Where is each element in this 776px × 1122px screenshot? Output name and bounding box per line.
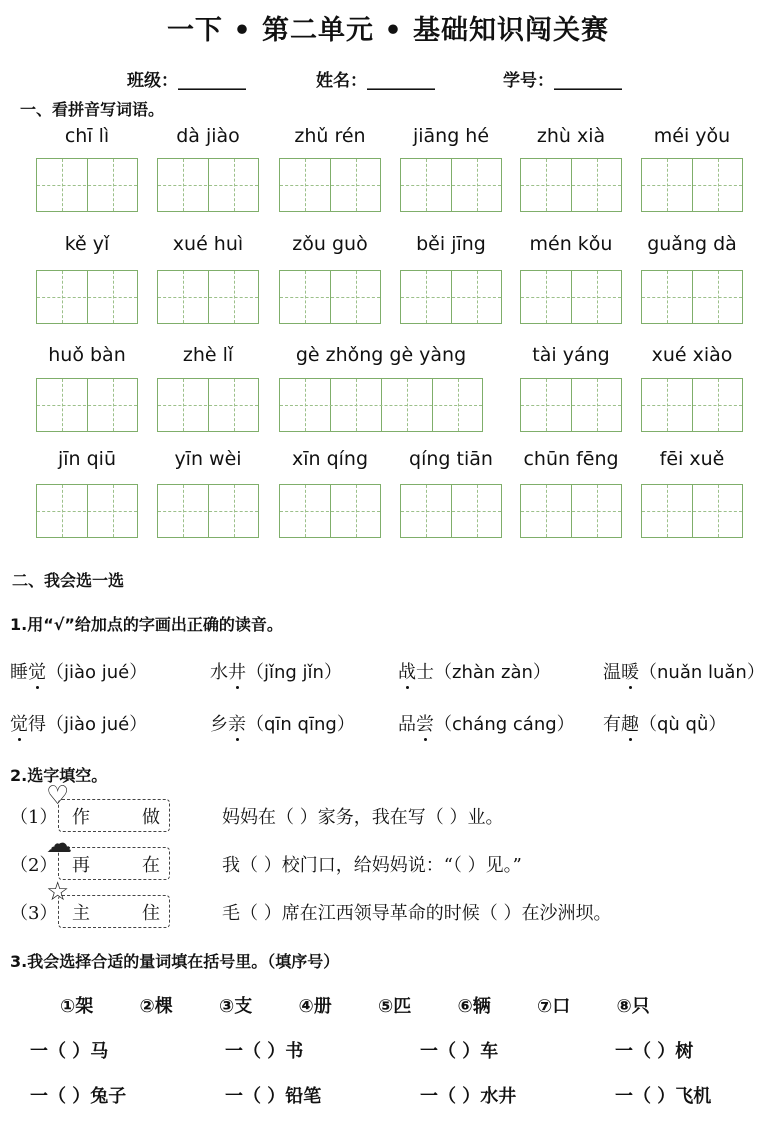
char-option: 再 xyxy=(72,855,90,876)
grid-line xyxy=(401,185,501,186)
section1-heading: 一、看拼音写词语。 xyxy=(20,100,165,119)
writing-box[interactable] xyxy=(157,158,259,212)
grid-line xyxy=(37,511,137,512)
grid-line xyxy=(521,405,621,406)
measure-word-option: ③支 xyxy=(219,996,253,1017)
grid-line xyxy=(37,297,137,298)
grid-line xyxy=(521,185,621,186)
char: 得 xyxy=(28,714,46,735)
char: 品 xyxy=(398,714,416,735)
pinyin-label: fēi xuě xyxy=(659,448,725,470)
writing-box[interactable] xyxy=(641,158,743,212)
char-option: 作 xyxy=(72,807,90,828)
grid-line xyxy=(280,185,380,186)
measure-word-blank[interactable]: 一（ ）书 xyxy=(225,1041,304,1062)
cloud-icon: ☁ xyxy=(46,829,72,859)
pronunciation-item xyxy=(210,658,342,684)
dotted-char: 暖 xyxy=(621,662,639,683)
measure-word-blank[interactable]: 一（ ）兔子 xyxy=(30,1086,127,1107)
char: 温 xyxy=(603,662,621,683)
grid-line xyxy=(158,405,258,406)
grid-line xyxy=(642,405,742,406)
writing-box[interactable] xyxy=(400,158,502,212)
pinyin-label: zhù xià xyxy=(536,125,606,147)
pronunciation-item xyxy=(603,710,726,736)
grid-line xyxy=(280,405,482,406)
writing-box[interactable] xyxy=(641,378,743,432)
char-option: 在 xyxy=(142,855,160,876)
writing-box[interactable] xyxy=(279,270,381,324)
char: 有 xyxy=(603,714,621,735)
pinyin-label: kě yǐ xyxy=(64,233,110,255)
measure-word-option: ⑤匹 xyxy=(378,996,412,1017)
writing-box[interactable] xyxy=(279,378,483,432)
pinyin-options[interactable]: （jǐng jǐn） xyxy=(246,662,342,683)
measure-word-blank[interactable]: 一（ ）铅笔 xyxy=(225,1086,322,1107)
writing-box[interactable] xyxy=(520,484,622,538)
pronunciation-item xyxy=(10,710,147,736)
item-number: （3） xyxy=(10,903,58,924)
char-option: 住 xyxy=(142,903,160,924)
grid-line xyxy=(158,511,258,512)
grid-line xyxy=(642,511,742,512)
pinyin-label: xué huì xyxy=(172,233,244,255)
pronunciation-item xyxy=(10,658,147,684)
grid-line xyxy=(521,511,621,512)
measure-word-option: ⑦口 xyxy=(537,996,571,1017)
grid-line xyxy=(642,185,742,186)
grid-line xyxy=(401,511,501,512)
pinyin-label: běi jīng xyxy=(416,233,486,255)
pinyin-label: jiāng hé xyxy=(412,125,490,147)
pinyin-options[interactable]: （jiào jué） xyxy=(46,662,148,683)
pinyin-options[interactable]: （qù qǜ） xyxy=(639,714,727,735)
pinyin-label: méi yǒu xyxy=(653,125,731,147)
pinyin-label: zhǔ rén xyxy=(294,125,366,147)
page-title: 一下 • 第二单元 • 基础知识闯关赛 xyxy=(166,15,610,46)
class-field[interactable]: 班级：________ xyxy=(127,71,246,91)
pronunciation-item xyxy=(398,710,575,736)
char: 乡 xyxy=(210,714,228,735)
dotted-char: 战 xyxy=(398,662,416,683)
pinyin-label: tài yáng xyxy=(532,344,610,366)
writing-box[interactable] xyxy=(36,270,138,324)
pinyin-label: yīn wèi xyxy=(174,448,242,470)
measure-word-blank[interactable]: 一（ ）马 xyxy=(30,1041,109,1062)
fill-sentence[interactable]: 毛（ ）席在江西领导革命的时候（ ）在沙洲坝。 xyxy=(222,903,612,924)
pinyin-label: dà jiào xyxy=(176,125,240,147)
pinyin-label: guǎng dà xyxy=(647,233,737,255)
grid-line xyxy=(521,297,621,298)
fill-sentence[interactable]: 妈妈在（ ）家务，我在写（ ）业。 xyxy=(222,807,504,828)
writing-box[interactable] xyxy=(520,158,622,212)
measure-word-option: ④册 xyxy=(298,996,332,1017)
pronunciation-item xyxy=(210,710,355,736)
grid-line xyxy=(158,297,258,298)
item-number: （2） xyxy=(10,855,58,876)
measure-word-blank[interactable]: 一（ ）车 xyxy=(420,1041,499,1062)
pinyin-label: huǒ bàn xyxy=(48,344,126,366)
writing-box[interactable] xyxy=(36,158,138,212)
pinyin-label: xīn qíng xyxy=(291,448,369,470)
char: 睡 xyxy=(10,662,28,683)
pinyin-label: zhè lǐ xyxy=(182,344,234,366)
writing-box[interactable] xyxy=(157,378,259,432)
writing-box[interactable] xyxy=(400,484,502,538)
writing-box[interactable] xyxy=(520,378,622,432)
dotted-char: 觉 xyxy=(10,714,28,735)
fill-sentence[interactable]: 我（ ）校门口，给妈妈说：“（ ）见。” xyxy=(222,855,522,876)
pinyin-options[interactable]: （jiào jué） xyxy=(46,714,148,735)
writing-box[interactable] xyxy=(641,484,743,538)
writing-box[interactable] xyxy=(36,378,138,432)
pinyin-options[interactable]: （qīn qīng） xyxy=(246,714,355,735)
writing-box[interactable] xyxy=(36,484,138,538)
heart-icon: ♡ xyxy=(46,781,70,811)
dotted-char: 井 xyxy=(228,662,246,683)
grid-line xyxy=(401,297,501,298)
pronunciation-item xyxy=(603,658,765,684)
char: 士 xyxy=(416,662,434,683)
char: 水 xyxy=(210,662,228,683)
name-field[interactable]: 姓名：________ xyxy=(316,71,435,91)
writing-box[interactable] xyxy=(400,270,502,324)
grid-line xyxy=(37,405,137,406)
student-number-field[interactable]: 学号：________ xyxy=(503,71,622,91)
star-icon: ☆ xyxy=(46,877,70,907)
dotted-char: 觉 xyxy=(28,662,46,683)
pinyin-label: xué xiào xyxy=(651,344,733,366)
char-option: 主 xyxy=(72,903,90,924)
item-number: （1） xyxy=(10,807,58,828)
section2-heading: 二、我会选一选 xyxy=(12,571,125,590)
pinyin-label: zǒu guò xyxy=(292,233,368,255)
grid-line xyxy=(158,185,258,186)
pinyin-options[interactable]: （cháng cáng） xyxy=(434,714,575,735)
measure-word-option: ②棵 xyxy=(139,996,173,1017)
pinyin-options[interactable]: （nuǎn luǎn） xyxy=(639,662,765,683)
pinyin-label: qíng tiān xyxy=(409,448,493,470)
writing-box[interactable] xyxy=(157,484,259,538)
q3-heading: 3.我会选择合适的量词填在括号里。（填序号） xyxy=(10,952,340,971)
q1-heading: 1.用“√”给加点的字画出正确的读音。 xyxy=(10,615,283,634)
pinyin-label: chī lì xyxy=(64,125,110,147)
writing-box[interactable] xyxy=(641,270,743,324)
writing-box[interactable] xyxy=(157,270,259,324)
dotted-char: 趣 xyxy=(621,714,639,735)
pinyin-label: mén kǒu xyxy=(529,233,613,255)
grid-line xyxy=(37,185,137,186)
pinyin-label: gè zhǒng gè yàng xyxy=(295,344,467,366)
char-option: 做 xyxy=(142,807,160,828)
grid-line xyxy=(642,297,742,298)
measure-word-option: ⑥辆 xyxy=(457,996,491,1017)
writing-box[interactable] xyxy=(520,270,622,324)
measure-word-option: ①架 xyxy=(60,996,94,1017)
pronunciation-item xyxy=(398,658,551,684)
measure-word-blank[interactable]: 一（ ）树 xyxy=(615,1041,694,1062)
writing-box[interactable] xyxy=(279,158,381,212)
measure-word-blank[interactable]: 一（ ）飞机 xyxy=(615,1086,712,1107)
grid-line xyxy=(280,297,380,298)
dotted-char: 尝 xyxy=(416,714,434,735)
grid-line xyxy=(280,511,380,512)
pinyin-label: jīn qiū xyxy=(57,448,117,470)
dotted-char: 亲 xyxy=(228,714,246,735)
pinyin-label: chūn fēng xyxy=(523,448,619,470)
pinyin-options[interactable]: （zhàn zàn） xyxy=(434,662,551,683)
q2-heading: 2.选字填空。 xyxy=(10,766,108,785)
measure-word-blank[interactable]: 一（ ）水井 xyxy=(420,1086,517,1107)
measure-word-option: ⑧只 xyxy=(616,996,650,1017)
writing-box[interactable] xyxy=(279,484,381,538)
